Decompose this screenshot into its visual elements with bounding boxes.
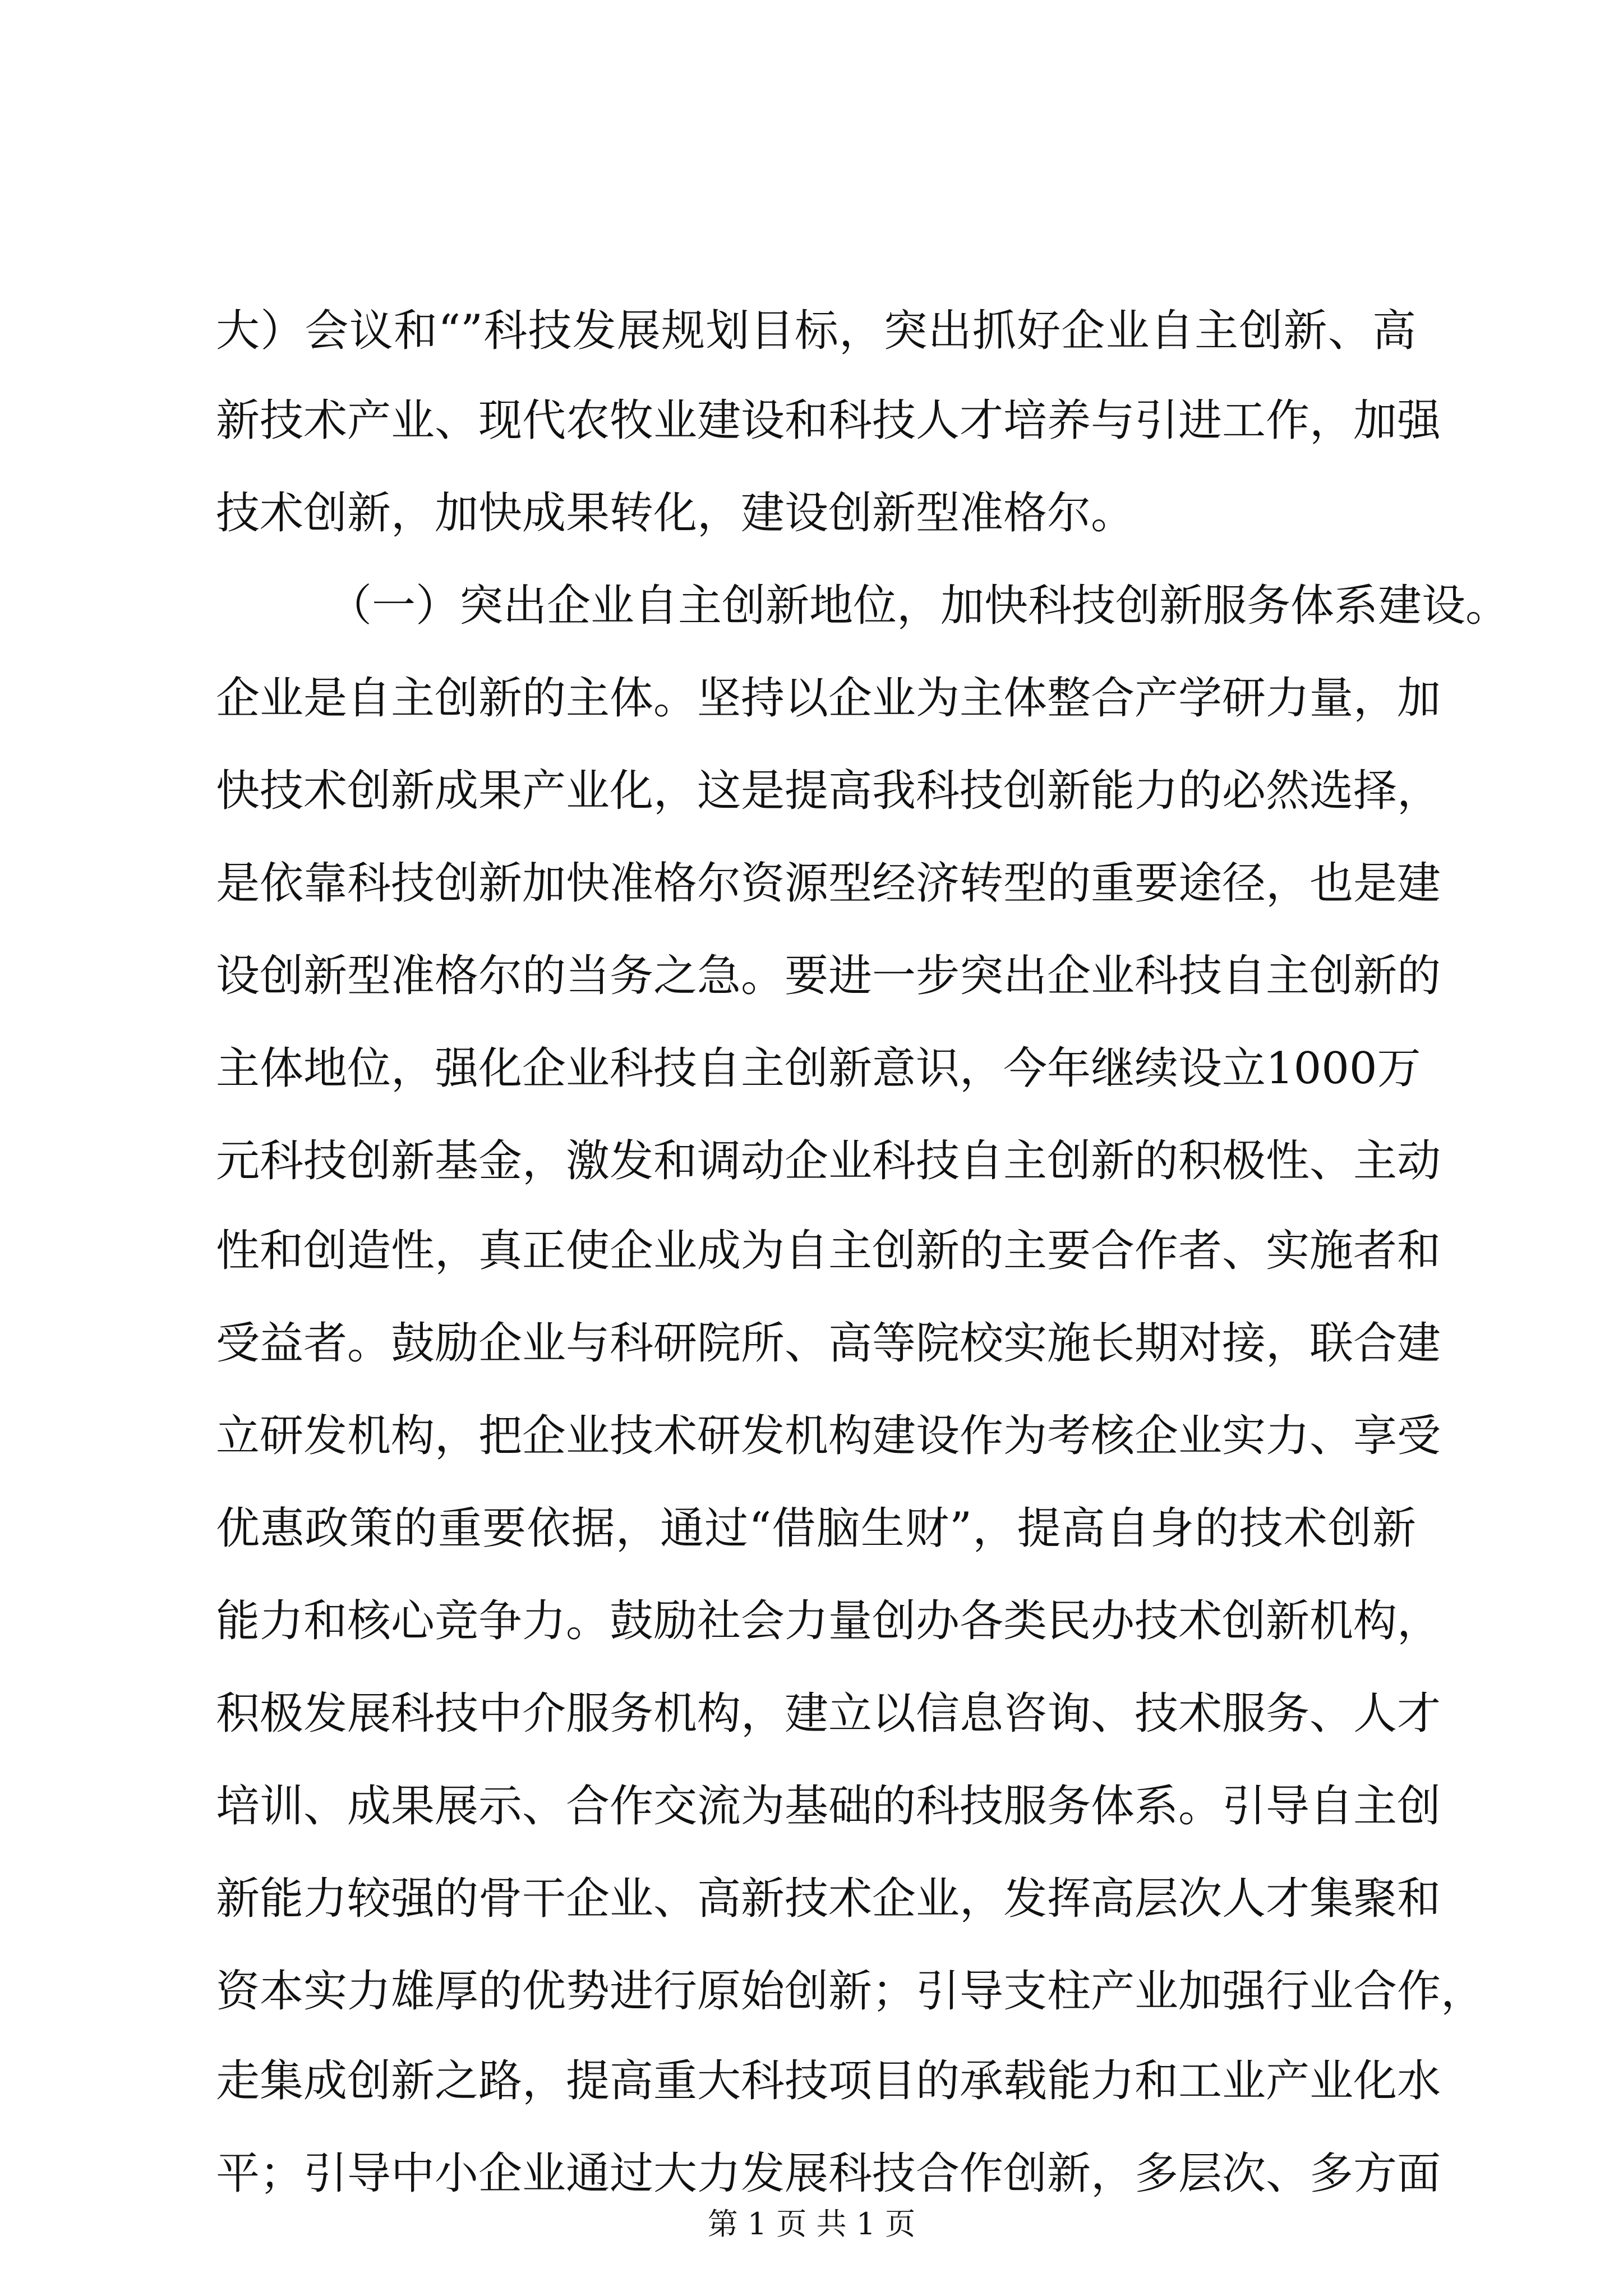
text-line: 优惠政策的重要依据，通过“借脑生财”，提高自身的技术创新 (216, 1503, 1416, 1554)
text-line: 积极发展科技中介服务机构，建立以信息咨询、技术服务、人才 (216, 1688, 1441, 1739)
text-line: 走集成创新之路，提高重大科技项目的承载能力和工业产业化水 (216, 2056, 1441, 2106)
text-line: 主体地位，强化企业科技自主创新意识，今年继续设立1000万 (216, 1043, 1421, 1094)
text-line: 元科技创新基金，激发和调动企业科技自主创新的积极性、主动 (216, 1136, 1441, 1186)
text-line: 设创新型准格尔的当务之急。要进一步突出企业科技自主创新的 (216, 951, 1441, 1001)
text-line: 新技术产业、现代农牧业建设和科技人才培养与引进工作，加强 (216, 395, 1441, 446)
paragraph-heading: （一）突出企业自主创新地位，加快科技创新服务体系建设。 (328, 581, 1510, 631)
text-line: 资本实力雄厚的优势进行原始创新；引导支柱产业加强行业合作， (216, 1966, 1485, 2017)
text-line: 快技术创新成果产业化，这是提高我科技创新能力的必然选择， (216, 766, 1441, 816)
text-line: 新能力较强的骨干企业、高新技术企业，发挥高层次人才集聚和 (216, 1874, 1441, 1924)
text-line: 立研发机构，把企业技术研发机构建设作为考核企业实力、享受 (216, 1411, 1441, 1461)
page-number-footer: 第 1 页 共 1 页 (707, 2206, 916, 2242)
text-line: 培训、成果展示、合作交流为基础的科技服务体系。引导自主创 (216, 1781, 1441, 1832)
text-line: 受益者。鼓励企业与科研院所、高等院校实施长期对接，联合建 (216, 1318, 1441, 1369)
text-line: 是依靠科技创新加快准格尔资源型经济转型的重要途径，也是建 (216, 858, 1441, 909)
text-line: 企业是自主创新的主体。坚持以企业为主体整合产学研力量，加 (216, 673, 1441, 724)
text-line: 技术创新，加快成果转化，建设创新型准格尔。 (216, 488, 1135, 539)
text-line: 大）会议和“”科技发展规划目标，突出抓好企业自主创新、高 (216, 306, 1416, 356)
text-line: 性和创造性，真正使企业成为自主创新的主要合作者、实施者和 (216, 1226, 1441, 1276)
text-line: 能力和核心竞争力。鼓励社会力量创办各类民办技术创新机构， (216, 1596, 1441, 1646)
text-line: 平；引导中小企业通过大力发展科技合作创新，多层次、多方面 (216, 2148, 1441, 2199)
